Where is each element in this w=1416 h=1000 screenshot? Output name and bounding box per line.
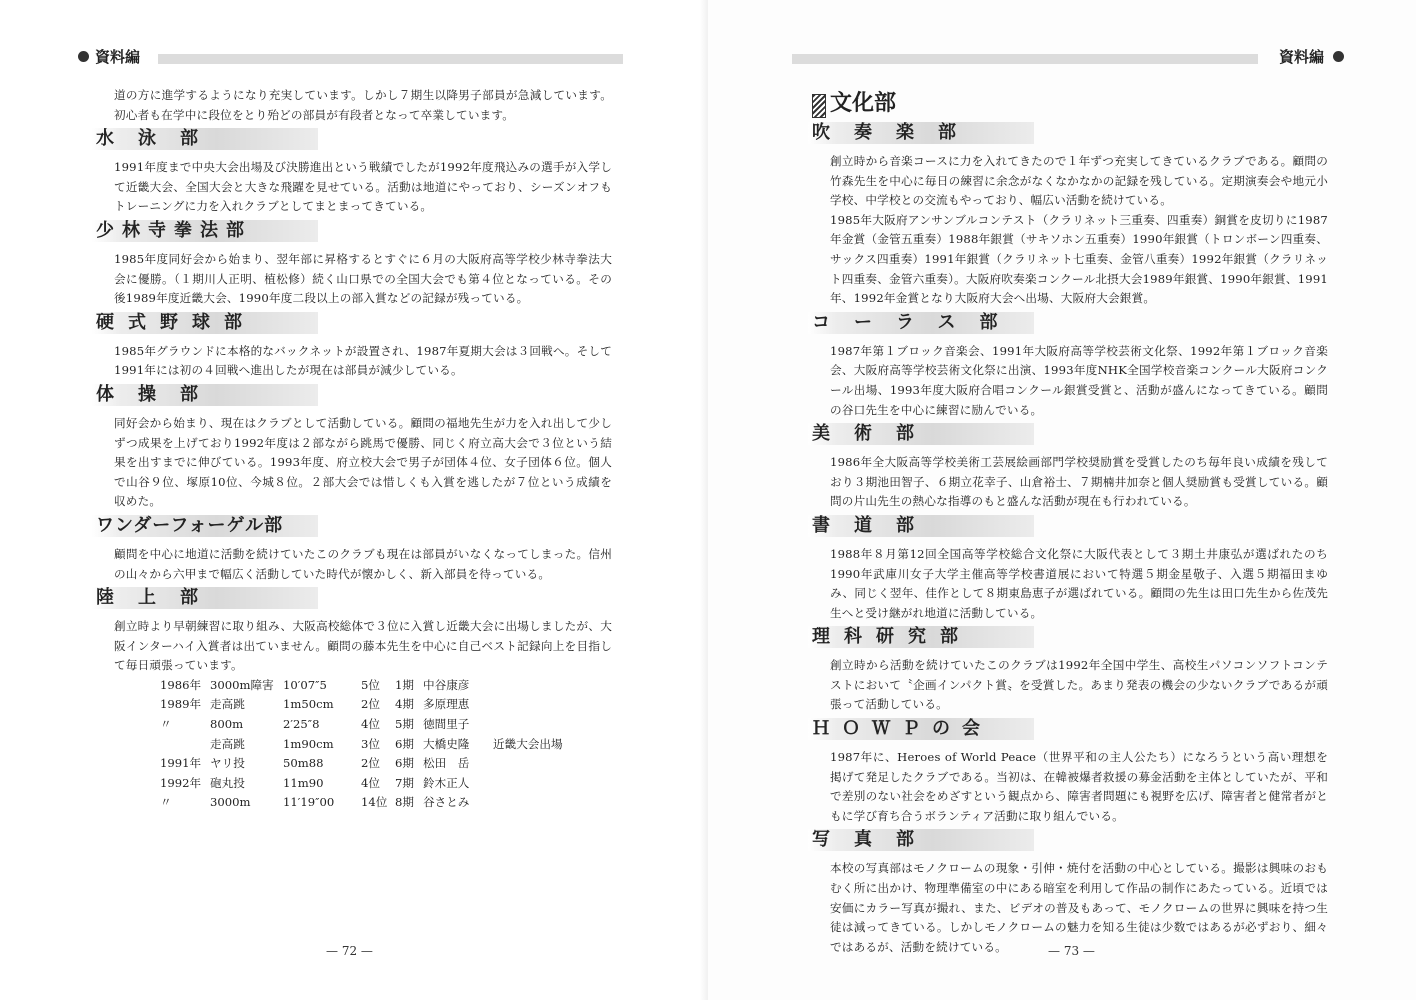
section-text-baseball: 1985年グラウンドに本格的なバックネットが設置され、1987年夏期大会は３回戦へ。そして1991年には初の４回戦へ進出したが現在は部員が減少している。 bbox=[114, 343, 612, 378]
section-text-swimming: 1991年度まで中央大会出場及び決勝進出という戦績でしたが1992年度飛込みの選手が入学して近畿大会、全国大会と大きな飛躍を見せている。活動は地道にやっており、シーズンオフもトレーニングに力を入れクラブとしてまとまってきている。 bbox=[114, 160, 612, 214]
table-cell: 10′07″5 bbox=[283, 677, 327, 692]
section-text-track: 創立時より早朝練習に取り組み、大阪高校総体で３位に入賞し近畿大会に出場しましたが、大阪インターハイ入賞者は出ていません。顧問の藤本先生を中心に自己ベスト記録向上を目指して毎日頑張っています。 bbox=[114, 619, 612, 673]
table-cell: 走高跳 bbox=[210, 697, 245, 712]
category-title-text: 文化部 bbox=[830, 91, 897, 116]
table-cell: 谷さとみ bbox=[423, 795, 470, 810]
table-cell bbox=[493, 754, 563, 774]
table-cell: 7期 bbox=[395, 775, 414, 790]
page-number-left: — 72 — bbox=[326, 944, 373, 958]
section-text-brassband: 創立時から音楽コースに力を入れてきたので１年ずつ充実してきているクラブである。顧問の竹森先生を中心に毎日の練習に余念がなくなかなかの記録を残している。定期演奏会や地元小学校、中学校との交流もやっており、幅広い活動を続けている。 1985年大阪府アンサンブルコンテスト（クラリネット三重奏、四重奏）銅賞を皮切りに1987年金賞（金管五重奏）1988年銀賞（サキソホン五重奏）1990年銀賞（トロンボーン四重奏、サックス四重奏）1991年銀賞（クラリネット七重奏、金管八重奏）1992年銀賞（クラリネット四重奏、金管六重奏）。大阪府吹奏楽コンクール北摂大会1989年銀賞、1990年銀賞、1991年、1992年金賞となり大阪府大会へ出場、大阪府大会銀賞。 bbox=[830, 154, 1328, 306]
section-heading-wandervogel: ワンダーフォーゲル部 bbox=[92, 515, 318, 537]
table-cell bbox=[493, 695, 563, 715]
section-text-calligraphy: 1988年８月第12回全国高等学校総合文化祭に大阪代表として３期土井康弘が選ばれたのち1990年武庫川女子大学主催高等学校書道展において特選５期金星敬子、入選５期福田まゆみ、同じく翌年、佳作として８期東島恵子が選ばれている。顧問の先生は田口先生から佐茂先生へと受け継がれ地道に活動している。 bbox=[830, 546, 1328, 620]
section-text-wandervogel: 顧問を中心に地道に活動を続けていたこのクラブも現在は部員がいなくなってしまった。信州の山々から六甲まで幅広く活動していた時代が懐かしく、新入部員を待っている。 bbox=[114, 546, 612, 581]
table-cell: 多原理恵 bbox=[423, 697, 470, 712]
section-heading-gymnastics: 体操部 bbox=[92, 384, 318, 406]
table-cell: 2位 bbox=[361, 756, 380, 771]
table-cell: 近畿大会出場 bbox=[493, 736, 563, 751]
table-cell: 1期 bbox=[395, 677, 414, 692]
table-cell: 1991年 bbox=[160, 756, 202, 771]
left-column bbox=[92, 86, 612, 813]
table-cell: 中谷康彦 bbox=[423, 677, 470, 692]
section-heading-brassband: 吹奏楽部 bbox=[808, 122, 1034, 144]
section-heading-howp: ＨＯＷＰの会 bbox=[808, 718, 1034, 740]
right-header-label: 資料編 bbox=[1278, 48, 1324, 66]
table-cell: 14位 bbox=[361, 795, 388, 810]
table-cell: 2位 bbox=[361, 697, 380, 712]
section-heading-calligraphy: 書道部 bbox=[808, 515, 1034, 537]
table-cell: 5位 bbox=[361, 677, 380, 692]
table-row bbox=[160, 774, 563, 794]
table-cell: 800m bbox=[210, 717, 244, 732]
section-text-gymnastics: 同好会から始まり、現在はクラブとして活動している。顧問の福地先生が力を入れ出して少しずつ成果を上げており1992年度は２部ながら跳馬で優勝、同じく府立高大会で３位という結果を出すまでに伸びている。1993年度、府立校大会で男子が団体４位、女子団体６位。個人で山谷９位、塚原10位、今城８位。２部大会では惜しくも入賞を逃したが７位という成績を収めた。 bbox=[114, 415, 612, 509]
table-cell: 3000m bbox=[210, 795, 251, 810]
table-cell: 〃 bbox=[160, 795, 172, 810]
table-cell: 50m88 bbox=[283, 756, 324, 771]
table-row bbox=[160, 793, 563, 813]
right-header bbox=[792, 44, 1344, 70]
table-cell: 3000m障害 bbox=[210, 677, 274, 692]
table-cell: 4位 bbox=[361, 775, 380, 790]
table-row bbox=[160, 735, 563, 755]
table-cell bbox=[160, 735, 210, 755]
section-heading-track: 陸上部 bbox=[92, 587, 318, 609]
table-cell: 鈴木正人 bbox=[423, 775, 470, 790]
right-column bbox=[808, 90, 1328, 957]
category-title bbox=[808, 90, 1328, 118]
table-cell: 2′25″8 bbox=[283, 717, 320, 732]
table-cell: 5期 bbox=[395, 717, 414, 732]
left-header-label: 資料編 bbox=[95, 48, 141, 66]
table-cell: 大橋史隆 bbox=[423, 736, 470, 751]
section-text-chorus: 1987年第１ブロック音楽会、1991年大阪府高等学校芸術文化祭、1992年第１ブロック音楽会、大阪府高等学校芸術文化祭に出演、1993年度NHK全国学校音楽コンクール大阪府コンクール出場、1993年度大阪府合唱コンクール銀賞受賞と、活動が盛んになってきている。顧問の谷口先生を中心に練習に励んでいる。 bbox=[830, 343, 1328, 417]
section-heading-art: 美術部 bbox=[808, 423, 1034, 445]
table-cell: 徳間里子 bbox=[423, 717, 470, 732]
table-cell: 走高跳 bbox=[210, 736, 245, 751]
table-row bbox=[160, 695, 563, 715]
table-row bbox=[160, 715, 563, 735]
right-page bbox=[708, 0, 1416, 1000]
section-text-photo: 本校の写真部はモノクロームの現象・引伸・焼付を活動の中心としている。撮影は興味のおもむく所に出かけ、物理準備室の中にある暗室を利用して作品の制作にあたっている。近頃では安価にカラー写真が撮れ、また、ビデオの普及もあって、モノクロームの世界に興味を持つ生徒は減ってきている。しかしモノクロームの魅力を知る生徒は少数ではあるが必ずおり、細々ではあるが、活動を続けている。 bbox=[830, 861, 1328, 954]
table-cell: 松田 岳 bbox=[423, 756, 470, 771]
table-cell: 11m90 bbox=[283, 775, 324, 790]
table-cell: 1989年 bbox=[160, 697, 202, 712]
section-heading-shorinji: 少林寺拳法部 bbox=[92, 220, 318, 242]
table-cell: 4位 bbox=[361, 717, 380, 732]
header-rule bbox=[792, 54, 1258, 64]
table-cell: ヤリ投 bbox=[210, 756, 245, 771]
section-heading-baseball: 硬式野球部 bbox=[92, 312, 318, 334]
table-cell: 1m90cm bbox=[283, 736, 334, 751]
section-heading-swimming: 水泳部 bbox=[92, 128, 318, 150]
intro-text: 道の方に進学するようになり充実しています。しかし７期生以降男子部員が急減しています。初心者も在学中に段位をとり殆どの部員が有段者となって卒業しています。 bbox=[114, 88, 612, 122]
table-cell: 1992年 bbox=[160, 775, 202, 790]
hatched-square-icon bbox=[812, 94, 826, 118]
table-cell bbox=[493, 715, 563, 735]
table-row bbox=[160, 754, 563, 774]
table-cell bbox=[493, 774, 563, 794]
bullet-icon bbox=[1333, 51, 1344, 62]
table-cell: 砲丸投 bbox=[210, 775, 245, 790]
left-header bbox=[78, 44, 623, 70]
records-table bbox=[160, 676, 563, 813]
table-cell: 1m50cm bbox=[283, 697, 334, 712]
table-row bbox=[160, 676, 563, 696]
section-text-science: 創立時から活動を続けていたこのクラブは1992年全国中学生、高校生パソコンソフトコンテストにおいて〝企画インパクト賞〟を受賞した。あまり発表の機会の少ないクラブであるが頑張って活動している。 bbox=[830, 658, 1328, 712]
bullet-icon bbox=[78, 51, 89, 62]
section-text-howp: 1987年に、Heroes of World Peace（世界平和の主人公たち）になろうという高い理想を掲げて発足したクラブである。当初は、在韓被爆者救援の募金活動を主体としていたが、平和で差別のない社会をめざすという観点から、障害者問題にも視野を広げ、障害者と健常者がともに学び育ち合うボランティア活動に取り組んでいる。 bbox=[830, 750, 1328, 823]
section-heading-science: 理科研究部 bbox=[808, 626, 1034, 648]
section-heading-chorus: コーラス部 bbox=[808, 312, 1034, 334]
section-text-art: 1986年全大阪高等学校美術工芸展絵画部門学校奨励賞を受賞したのち毎年良い成績を残しており３期池田智子、６期立花幸子、山倉裕士、７期楠井加奈と個人奨励賞も受賞している。顧問の片山先生の熱心な指導のもと盛んな活動が現在も行われている。 bbox=[830, 455, 1328, 509]
table-cell: 3位 bbox=[361, 736, 380, 751]
table-cell: 〃 bbox=[160, 717, 172, 732]
table-cell: 8期 bbox=[395, 795, 414, 810]
section-text-shorinji: 1985年度同好会から始まり、翌年部に昇格するとすぐに６月の大阪府高等学校少林寺拳法大会に優勝。（１期川人正明、植松修）続く山口県での全国大会でも第４位となっている。その後1989年度近畿大会、1990年度二段以上の部入賞などの記録が残っている。 bbox=[114, 251, 612, 306]
table-cell: 6期 bbox=[395, 756, 414, 771]
table-cell: 1986年 bbox=[160, 677, 202, 692]
section-heading-photo: 写真部 bbox=[808, 829, 1034, 851]
table-cell bbox=[493, 793, 563, 813]
table-cell: 6期 bbox=[395, 736, 414, 751]
table-cell: 11′19″00 bbox=[283, 795, 335, 810]
table-cell bbox=[493, 676, 563, 696]
page-number-right: — 73 — bbox=[1048, 944, 1095, 958]
table-cell: 4期 bbox=[395, 697, 414, 712]
header-rule bbox=[158, 54, 623, 64]
